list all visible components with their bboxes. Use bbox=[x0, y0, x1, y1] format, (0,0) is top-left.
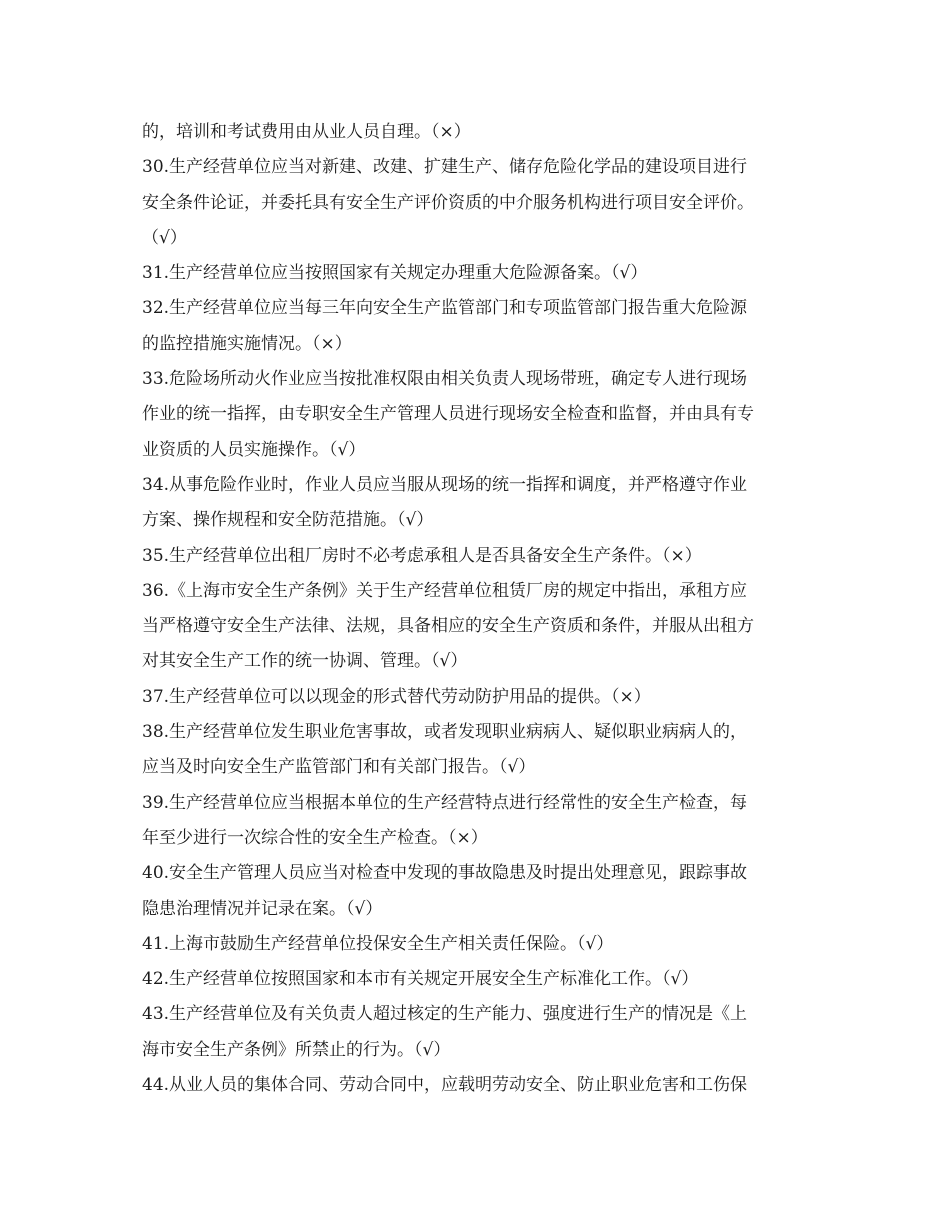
text-line: 的，培训和考试费用由从业人员自理。（×） bbox=[142, 122, 471, 142]
text-line: 应当及时向安全生产监管部门和有关部门报告。（√） bbox=[142, 757, 536, 778]
text-line: 37.生产经营单位可以以现金的形式替代劳动防护用品的提供。（×） bbox=[142, 686, 651, 707]
text-line: 年至少进行一次综合性的安全生产检查。（×） bbox=[142, 827, 488, 848]
text-line: （√） bbox=[142, 227, 187, 248]
text-line: 隐患治理情况并记录在案。（√） bbox=[142, 898, 383, 919]
text-line: 39.生产经营单位应当根据本单位的生产经营特点进行经常性的安全生产检查，每 bbox=[142, 792, 748, 813]
text-line: 36.《上海市安全生产条例》关于生产经营单位租赁厂房的规定中指出，承租方应 bbox=[142, 580, 748, 601]
document-body bbox=[142, 115, 814, 1103]
text-line: 31.生产经营单位应当按照国家有关规定办理重大危险源备案。（√） bbox=[142, 263, 648, 284]
text-line: 41.上海市鼓励生产经营单位投保安全生产相关责任保险。（√） bbox=[142, 933, 614, 954]
text-line: 安全条件论证，并委托具有安全生产评价资质的中介服务机构进行项目安全评价。 bbox=[142, 192, 754, 213]
text-line: 作业的统一指挥，由专职安全生产管理人员进行现场安全检查和监督，并由具有专 bbox=[142, 404, 754, 425]
text-line: 海市安全生产条例》所禁止的行为。（√） bbox=[142, 1039, 451, 1060]
text-line: 对其安全生产工作的统一协调、管理。（√） bbox=[142, 651, 468, 672]
text-line: 方案、操作规程和安全防范措施。（√） bbox=[142, 510, 434, 531]
text-line: 的监控措施实施情况。（×） bbox=[142, 333, 352, 354]
text-line: 当严格遵守安全生产法律、法规，具备相应的安全生产资质和条件，并服从出租方 bbox=[142, 616, 754, 637]
text-line: 43.生产经营单位及有关负责人超过核定的生产能力、强度进行生产的情况是《上 bbox=[142, 1004, 748, 1025]
text-line: 40.安全生产管理人员应当对检查中发现的事故隐患及时提出处理意见，跟踪事故 bbox=[142, 863, 748, 884]
text-line: 35.生产经营单位出租厂房时不必考虑承租人是否具备安全生产条件。（×） bbox=[142, 545, 702, 566]
text-line: 33.危险场所动火作业应当按批准权限由相关负责人现场带班，确定专人进行现场 bbox=[142, 369, 748, 390]
text-line: 42.生产经营单位按照国家和本市有关规定开展安全生产标准化工作。（√） bbox=[142, 969, 699, 990]
text-line: 34.从事危险作业时，作业人员应当服从现场的统一指挥和调度，并严格遵守作业 bbox=[142, 474, 748, 495]
text-line: 30.生产经营单位应当对新建、改建、扩建生产、储存危险化学品的建设项目进行 bbox=[142, 157, 748, 178]
text-line: 32.生产经营单位应当每三年向安全生产监管部门和专项监管部门报告重大危险源 bbox=[142, 298, 748, 319]
text-line: 业资质的人员实施操作。（√） bbox=[142, 439, 366, 460]
text-line: 38.生产经营单位发生职业危害事故，或者发现职业病病人、疑似职业病病人的， bbox=[142, 722, 748, 743]
text-line: 44.从业人员的集体合同、劳动合同中，应载明劳动安全、防止职业危害和工伤保 bbox=[142, 1075, 748, 1096]
